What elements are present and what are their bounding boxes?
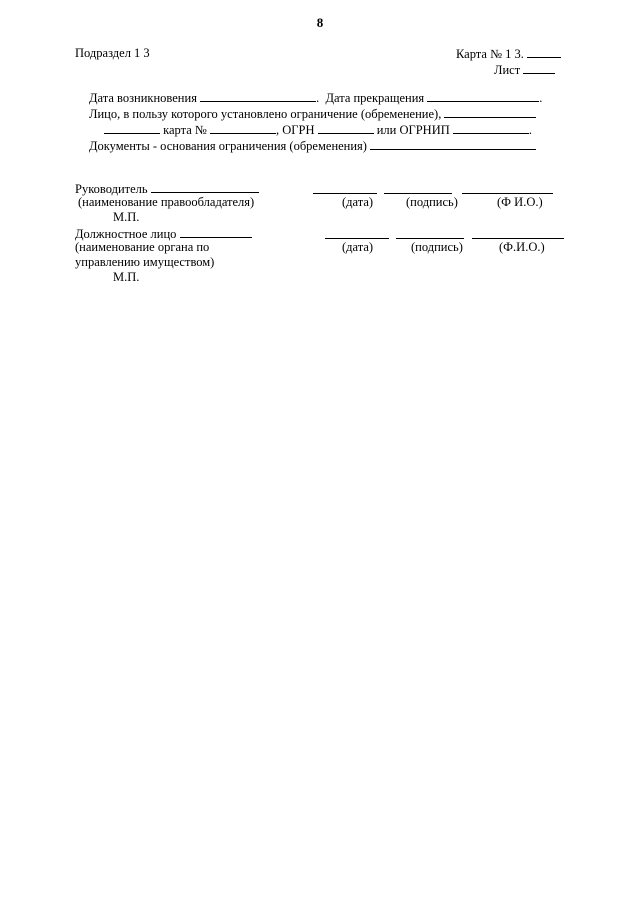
official-label: Должностное лицо xyxy=(75,227,177,241)
subsection-label: Подраздел 1 3 xyxy=(75,46,150,60)
card-ref-label: карта № xyxy=(163,123,207,137)
dot-after-end: . xyxy=(539,91,543,105)
official-name-blank xyxy=(180,226,252,238)
card-label: Карта № 1 3. xyxy=(456,47,524,61)
official-caption-2: управлению имуществом) xyxy=(75,255,215,269)
ogrnip-blank xyxy=(453,122,529,134)
date-start-blank xyxy=(200,90,316,102)
official-signature-line xyxy=(396,237,464,239)
sheet-line xyxy=(494,62,555,77)
date-end-label: Дата прекращения xyxy=(325,91,425,105)
head-date-line xyxy=(313,192,377,194)
head-name-caption: (Ф И.О.) xyxy=(497,195,543,209)
official-name-caption: (Ф.И.О.) xyxy=(499,240,545,254)
card-number-blank xyxy=(527,46,561,58)
person-label: Лицо, в пользу которого установлено ограничение (обременение), xyxy=(89,107,442,121)
date-start-label: Дата возникновения xyxy=(89,91,197,105)
sheet-label: Лист xyxy=(494,63,521,77)
official-name-line xyxy=(472,237,564,239)
head-signature-line xyxy=(384,192,452,194)
head-name-line xyxy=(462,192,553,194)
stamp-1: М.П. xyxy=(113,210,140,224)
head-name-blank xyxy=(151,181,259,193)
official-date-caption: (дата) xyxy=(342,240,374,254)
head-label: Руководитель xyxy=(75,182,148,196)
dates-line xyxy=(89,90,542,105)
stamp-2: М.П. xyxy=(113,270,140,284)
date-end-blank xyxy=(427,90,539,102)
card-ref-blank xyxy=(210,122,276,134)
page-number: 8 xyxy=(316,15,324,30)
head-caption: (наименование правообладателя) xyxy=(78,195,255,209)
official-line xyxy=(75,226,252,241)
head-line xyxy=(75,181,259,196)
ogrn-blank xyxy=(318,122,374,134)
registration-line xyxy=(104,122,532,137)
person-line xyxy=(89,106,536,121)
documents-line xyxy=(89,138,536,153)
person-blank-2 xyxy=(104,122,160,134)
ogrnip-label: или ОГРНИП xyxy=(376,123,450,137)
ogrn-label: ОГРН xyxy=(282,123,315,137)
dot-after-start: . xyxy=(316,91,320,105)
comma-after-card: , xyxy=(275,123,280,137)
head-signature-caption: (подпись) xyxy=(406,195,458,209)
person-blank xyxy=(444,106,536,118)
official-caption-1: (наименование органа по xyxy=(75,240,210,254)
sheet-blank xyxy=(523,62,555,74)
documents-blank xyxy=(370,138,536,150)
official-date-line xyxy=(325,237,389,239)
documents-label: Документы - основания ограничения (обременения) xyxy=(89,139,367,153)
dot-after-ogrnip: . xyxy=(528,123,532,137)
official-signature-caption: (подпись) xyxy=(411,240,463,254)
head-date-caption: (дата) xyxy=(342,195,374,209)
card-number-line xyxy=(456,46,561,61)
